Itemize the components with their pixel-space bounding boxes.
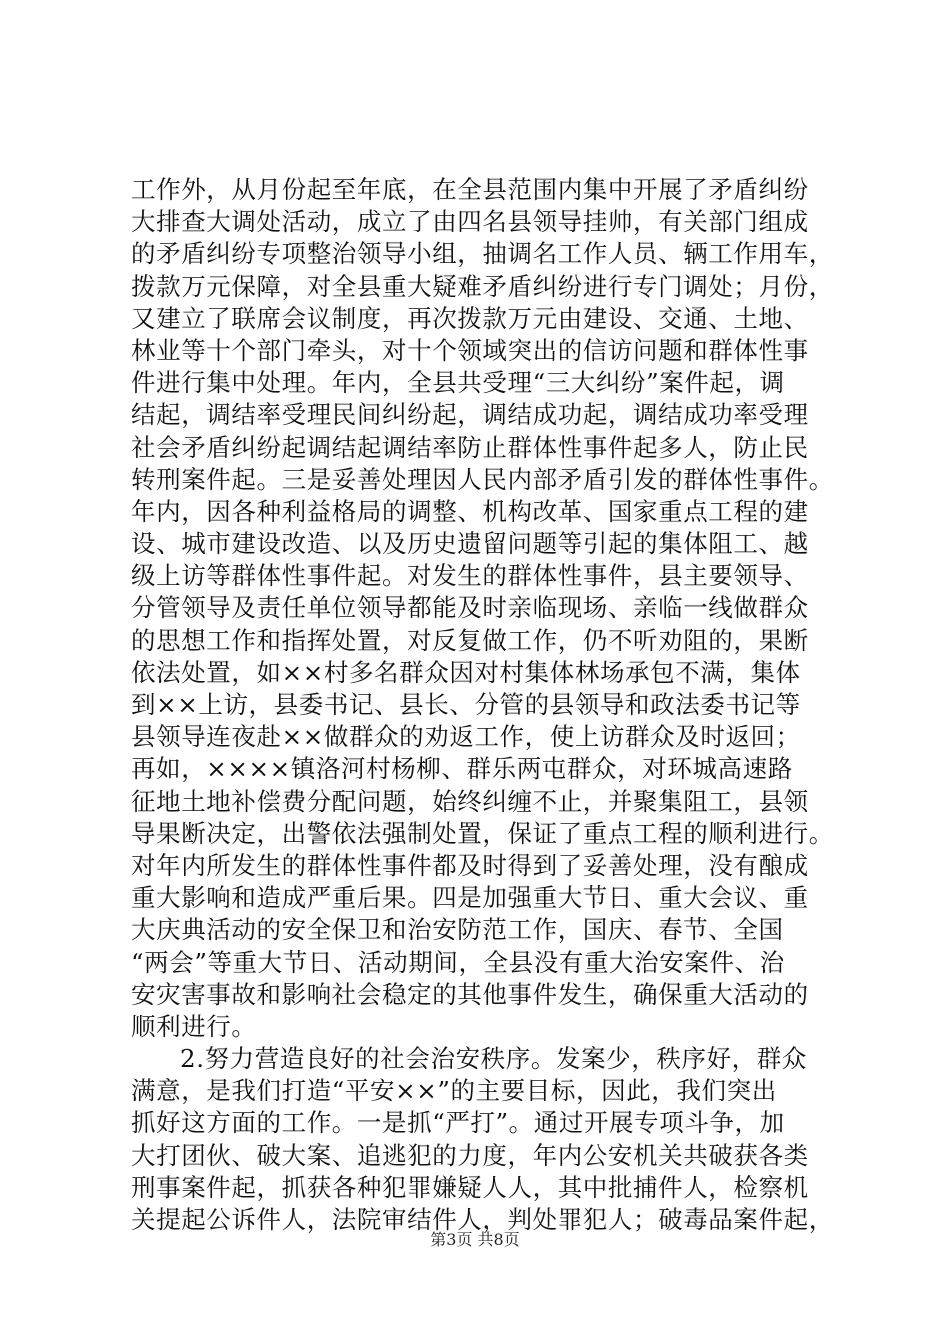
text-line: 刑事案件起，抓获各种犯罪嫌疑人人，其中批捕件人，检察机 (131, 1172, 809, 1202)
text-line: 分管领导及责任单位领导都能及时亲临现场、亲临一线做群众 (131, 593, 809, 623)
text-line: 工作外，从月份起至年底，在全县范围内集中开展了矛盾纠纷 (131, 175, 809, 204)
text-line: 又建立了联席会议制度，再次拨款万元由建设、交通、土地、 (131, 303, 809, 333)
text-line: 的思想工作和指挥处置，对反复做工作，仍不听劝阻的，果断 (131, 625, 809, 655)
text-line: 转刑案件起。三是妥善处理因人民内部矛盾引发的群体性事件。 (131, 464, 834, 494)
document-body (131, 174, 834, 1236)
text-line: 安灾害事故和影响社会稳定的其他事件发生，确保重大活动的 (131, 979, 809, 1009)
text-line: 大排查大调处活动，成立了由四名县领导挂帅，有关部门组成 (131, 207, 809, 237)
paragraph-start-line: 2.努力营造良好的社会治安秩序。发案少，秩序好，群众 (180, 1044, 807, 1074)
text-line: 年内，因各种利益格局的调整、机构改革、国家重点工程的建 (131, 496, 809, 526)
text-line: 满意，是我们打造“平安××”的主要目标，因此，我们突出 (131, 1076, 777, 1106)
text-line: 重大影响和造成严重后果。四是加强重大节日、重大会议、重 (131, 883, 809, 913)
text-line: 关提起公诉件人，法院审结件人，判处罪犯人；破毒品案件起， (131, 1205, 834, 1234)
text-line: 抓好这方面的工作。一是抓“严打”。通过开展专项斗争，加 (131, 1108, 785, 1138)
text-line: 的矛盾纠纷专项整治领导小组，抽调名工作人员、辆工作用车， (131, 239, 834, 269)
text-line: 结起，调结率受理民间纠纷起，调结成功起，调结成功率受理 (131, 400, 809, 430)
text-line: 社会矛盾纠纷起调结起调结率防止群体性事件起多人，防止民 (131, 432, 809, 462)
text-line: 县领导连夜赴××做群众的劝返工作，使上访群众及时返回； (131, 722, 801, 752)
text-line: 征地土地补偿费分配问题，始终纠缠不止，并聚集阻工，县领 (131, 786, 809, 816)
text-line: 到××上访，县委书记、县长、分管的县领导和政法委书记等 (131, 690, 801, 719)
text-line: 设、城市建设改造、以及历史遗留问题等引起的集体阻工、越 (131, 529, 809, 559)
text-line: 大打团伙、破大案、追逃犯的力度，年内公安机关共破获各类 (131, 1140, 809, 1170)
text-line: 林业等十个部门牵头，对十个领域突出的信访问题和群体性事 (131, 335, 809, 365)
text-line: 顺利进行。 (131, 1011, 257, 1041)
text-line: 依法处置，如××村多名群众因对村集体林场承包不满，集体 (131, 657, 801, 687)
text-line: 拨款万元保障，对全县重大疑难矛盾纠纷进行专门调处；月份， (131, 271, 834, 301)
text-line: “两会”等重大节日、活动期间，全县没有重大治安案件、治 (131, 947, 785, 977)
text-line: 对年内所发生的群体性事件都及时得到了妥善处理，没有酿成 (131, 850, 809, 880)
text-line: 再如，××××镇洛河村杨柳、群乐两屯群众，对环城高速路 (131, 754, 793, 784)
text-line: 导果断决定，出警依法强制处置，保证了重点工程的顺利进行。 (131, 818, 834, 848)
text-line: 件进行集中处理。年内，全县共受理“三大纠纷”案件起，调 (131, 368, 785, 398)
page-footer (0, 1230, 950, 1250)
page-number-label: 第3页 共8页 (430, 1230, 520, 1249)
text-line: 大庆典活动的安全保卫和治安防范工作，国庆、春节、全国 (131, 915, 784, 945)
text-line: 级上访等群体性事件起。对发生的群体性事件，县主要领导、 (131, 561, 809, 591)
